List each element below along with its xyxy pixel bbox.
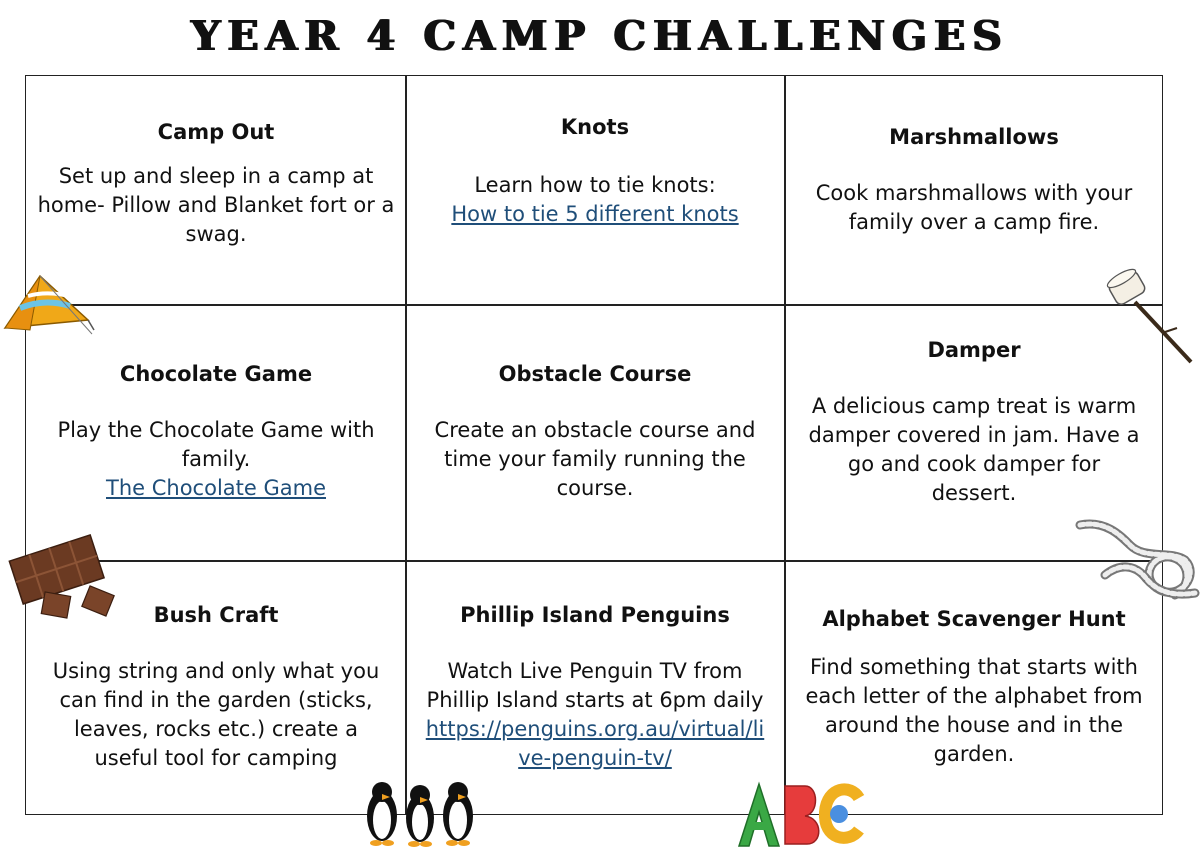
challenge-bush-craft <box>27 603 405 773</box>
challenge-obstacle-course <box>406 362 784 503</box>
chocolate-game-link[interactable]: The Chocolate Game <box>106 476 326 500</box>
challenge-chocolate-game <box>27 362 405 503</box>
challenge-heading: Marshmallows <box>889 125 1059 149</box>
challenge-heading: Knots <box>560 115 630 139</box>
penguins-icon <box>360 770 480 850</box>
abc-letters-icon <box>735 778 865 850</box>
page-title: YEAR 4 CAMP CHALLENGES <box>191 12 1009 60</box>
tent-icon <box>0 268 95 343</box>
penguin-tv-link[interactable]: https://penguins.org.au/virtual/live-penguin-tv/ <box>425 717 765 770</box>
grid-divider <box>25 560 1163 562</box>
challenge-alphabet-scavenger-hunt <box>785 607 1163 769</box>
challenge-heading: Bush Craft <box>153 603 279 627</box>
challenge-text: Learn how to tie knots: <box>474 173 716 197</box>
challenge-text: Find something that starts with each letter of the alphabet from around the house and in the garden. <box>805 655 1143 766</box>
challenge-heading: Obstacle Course <box>498 362 692 386</box>
challenge-text: Create an obstacle course and time your family running the course. <box>434 418 756 500</box>
challenge-text: Watch Live Penguin TV from Phillip Island starts at 6pm daily <box>426 659 764 712</box>
challenge-marshmallows <box>785 125 1163 237</box>
challenge-heading: Damper <box>927 338 1021 362</box>
chocolate-icon <box>7 532 122 627</box>
challenge-phillip-island-penguins <box>406 603 784 773</box>
rope-knot-icon <box>1075 515 1200 607</box>
challenge-heading: Camp Out <box>157 120 275 144</box>
challenge-knots <box>406 115 784 229</box>
challenge-text: Play the Chocolate Game with family. <box>57 418 375 471</box>
challenge-text: Using string and only what you can find in the garden (sticks, leaves, rocks etc.) create a useful tool for camping <box>52 659 380 770</box>
challenge-text: Cook marshmallows with your family over a camp fire. <box>815 181 1133 234</box>
challenge-heading: Alphabet Scavenger Hunt <box>822 607 1126 631</box>
challenge-heading: Phillip Island Penguins <box>460 603 730 627</box>
challenge-camp-out <box>27 120 405 249</box>
challenge-text: Set up and sleep in a camp at home- Pillow and Blanket fort or a swag. <box>37 164 395 246</box>
challenge-text: A delicious camp treat is warm damper covered in jam. Have a go and cook damper for dessert. <box>808 394 1140 505</box>
knots-link[interactable]: How to tie 5 different knots <box>451 202 739 226</box>
marshmallow-stick-icon <box>1105 262 1197 367</box>
grid-divider <box>25 304 1163 306</box>
challenge-heading: Chocolate Game <box>119 362 313 386</box>
